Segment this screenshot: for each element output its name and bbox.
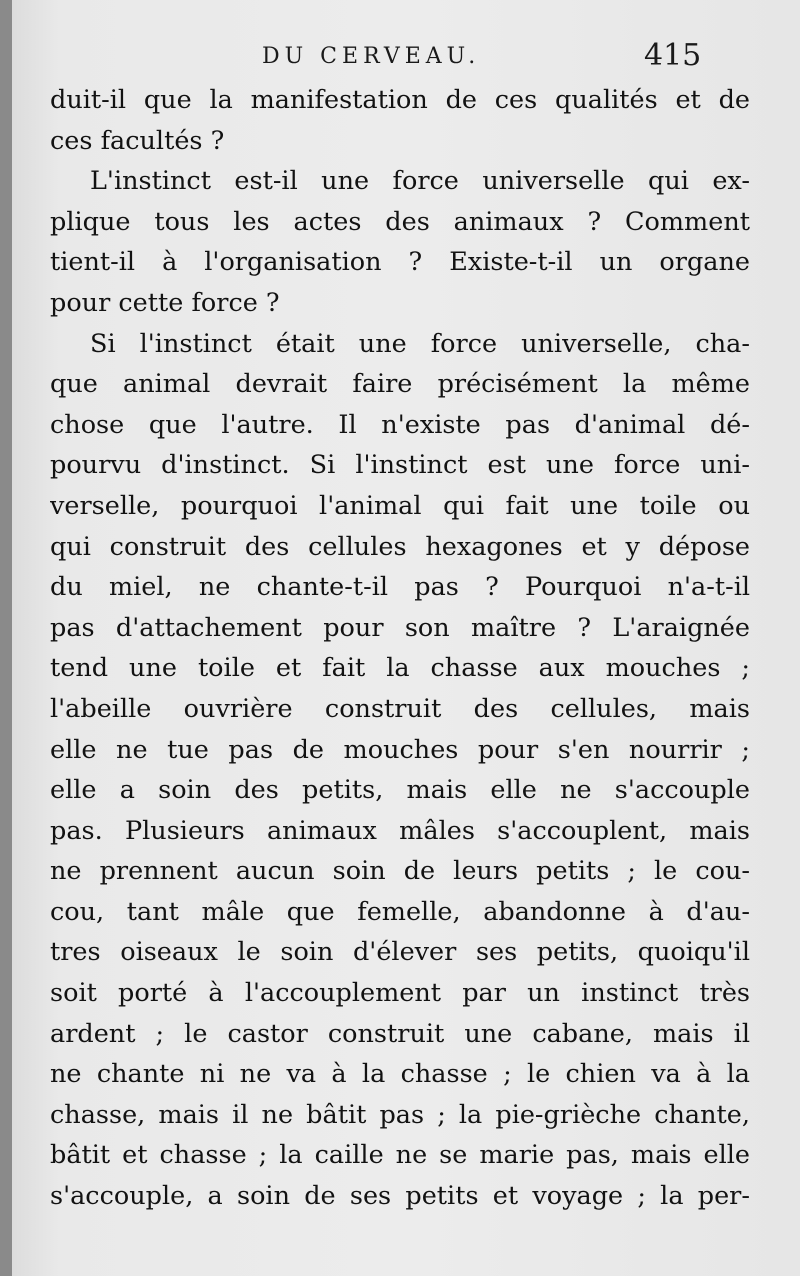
text-line: tient-il à l'organisation ? Existe-t-il un organe: [50, 247, 750, 278]
text-line: ne prennent aucun soin de leurs petits ; le cou-: [50, 856, 750, 887]
text-line: pas. Plusieurs animaux mâles s'accouplent, mais: [50, 815, 750, 846]
text-line: tres oiseaux le soin d'élever ses petits, quoiqu'il: [50, 937, 750, 968]
text-line: L'instinct est-il une force universelle qui ex-: [90, 166, 750, 197]
text-line: s'accouple, a soin de ses petits et voyage ; la per-: [50, 1181, 750, 1212]
text-line: plique tous les actes des animaux ? Comment: [50, 206, 750, 237]
text-line: bâtit et chasse ; la caille ne se marie pas, mais elle: [50, 1140, 750, 1171]
text-line: ardent ; le castor construit une cabane, mais il: [50, 1018, 750, 1049]
text-line: duit-il que la manifestation de ces qualités et de: [50, 85, 750, 115]
text-line: pourvu d'instinct. Si l'instinct est une force uni-: [50, 450, 750, 481]
text-line: cou, tant mâle que femelle, abandonne à d'au-: [50, 896, 750, 927]
text-line: chose que l'autre. Il n'existe pas d'animal dé-: [50, 409, 750, 440]
page-number: 415: [644, 38, 702, 73]
text-line: verselle, pourquoi l'animal qui fait une toile ou: [50, 490, 750, 521]
text-line: ne chante ni ne va à la chasse ; le chien va à la: [50, 1059, 750, 1090]
text-line: chasse, mais il ne bâtit pas ; la pie-grièche chante,: [50, 1099, 750, 1130]
text-line: elle a soin des petits, mais elle ne s'accouple: [50, 775, 750, 806]
book-page: [12, 0, 800, 1276]
text-line: tend une toile et fait la chasse aux mouches ;: [50, 653, 750, 684]
running-head: DU CERVEAU.: [262, 44, 481, 69]
text-line: du miel, ne chante-t-il pas ? Pourquoi n'a-t-il: [50, 572, 750, 603]
text-line: ces facultés ?: [50, 125, 225, 156]
text-body: [50, 80, 750, 1217]
text-line: soit porté à l'accouplement par un instinct très: [50, 978, 750, 1009]
text-line: elle ne tue pas de mouches pour s'en nourrir ;: [50, 734, 750, 765]
text-line: l'abeille ouvrière construit des cellules, mais: [50, 693, 750, 724]
text-line: pas d'attachement pour son maître ? L'araignée: [50, 612, 750, 643]
text-line: que animal devrait faire précisément la même: [50, 369, 750, 400]
text-line: pour cette force ?: [50, 287, 280, 318]
text-line: Si l'instinct était une force universelle, cha-: [90, 328, 750, 359]
text-line: qui construit des cellules hexagones et y dépose: [50, 531, 750, 562]
